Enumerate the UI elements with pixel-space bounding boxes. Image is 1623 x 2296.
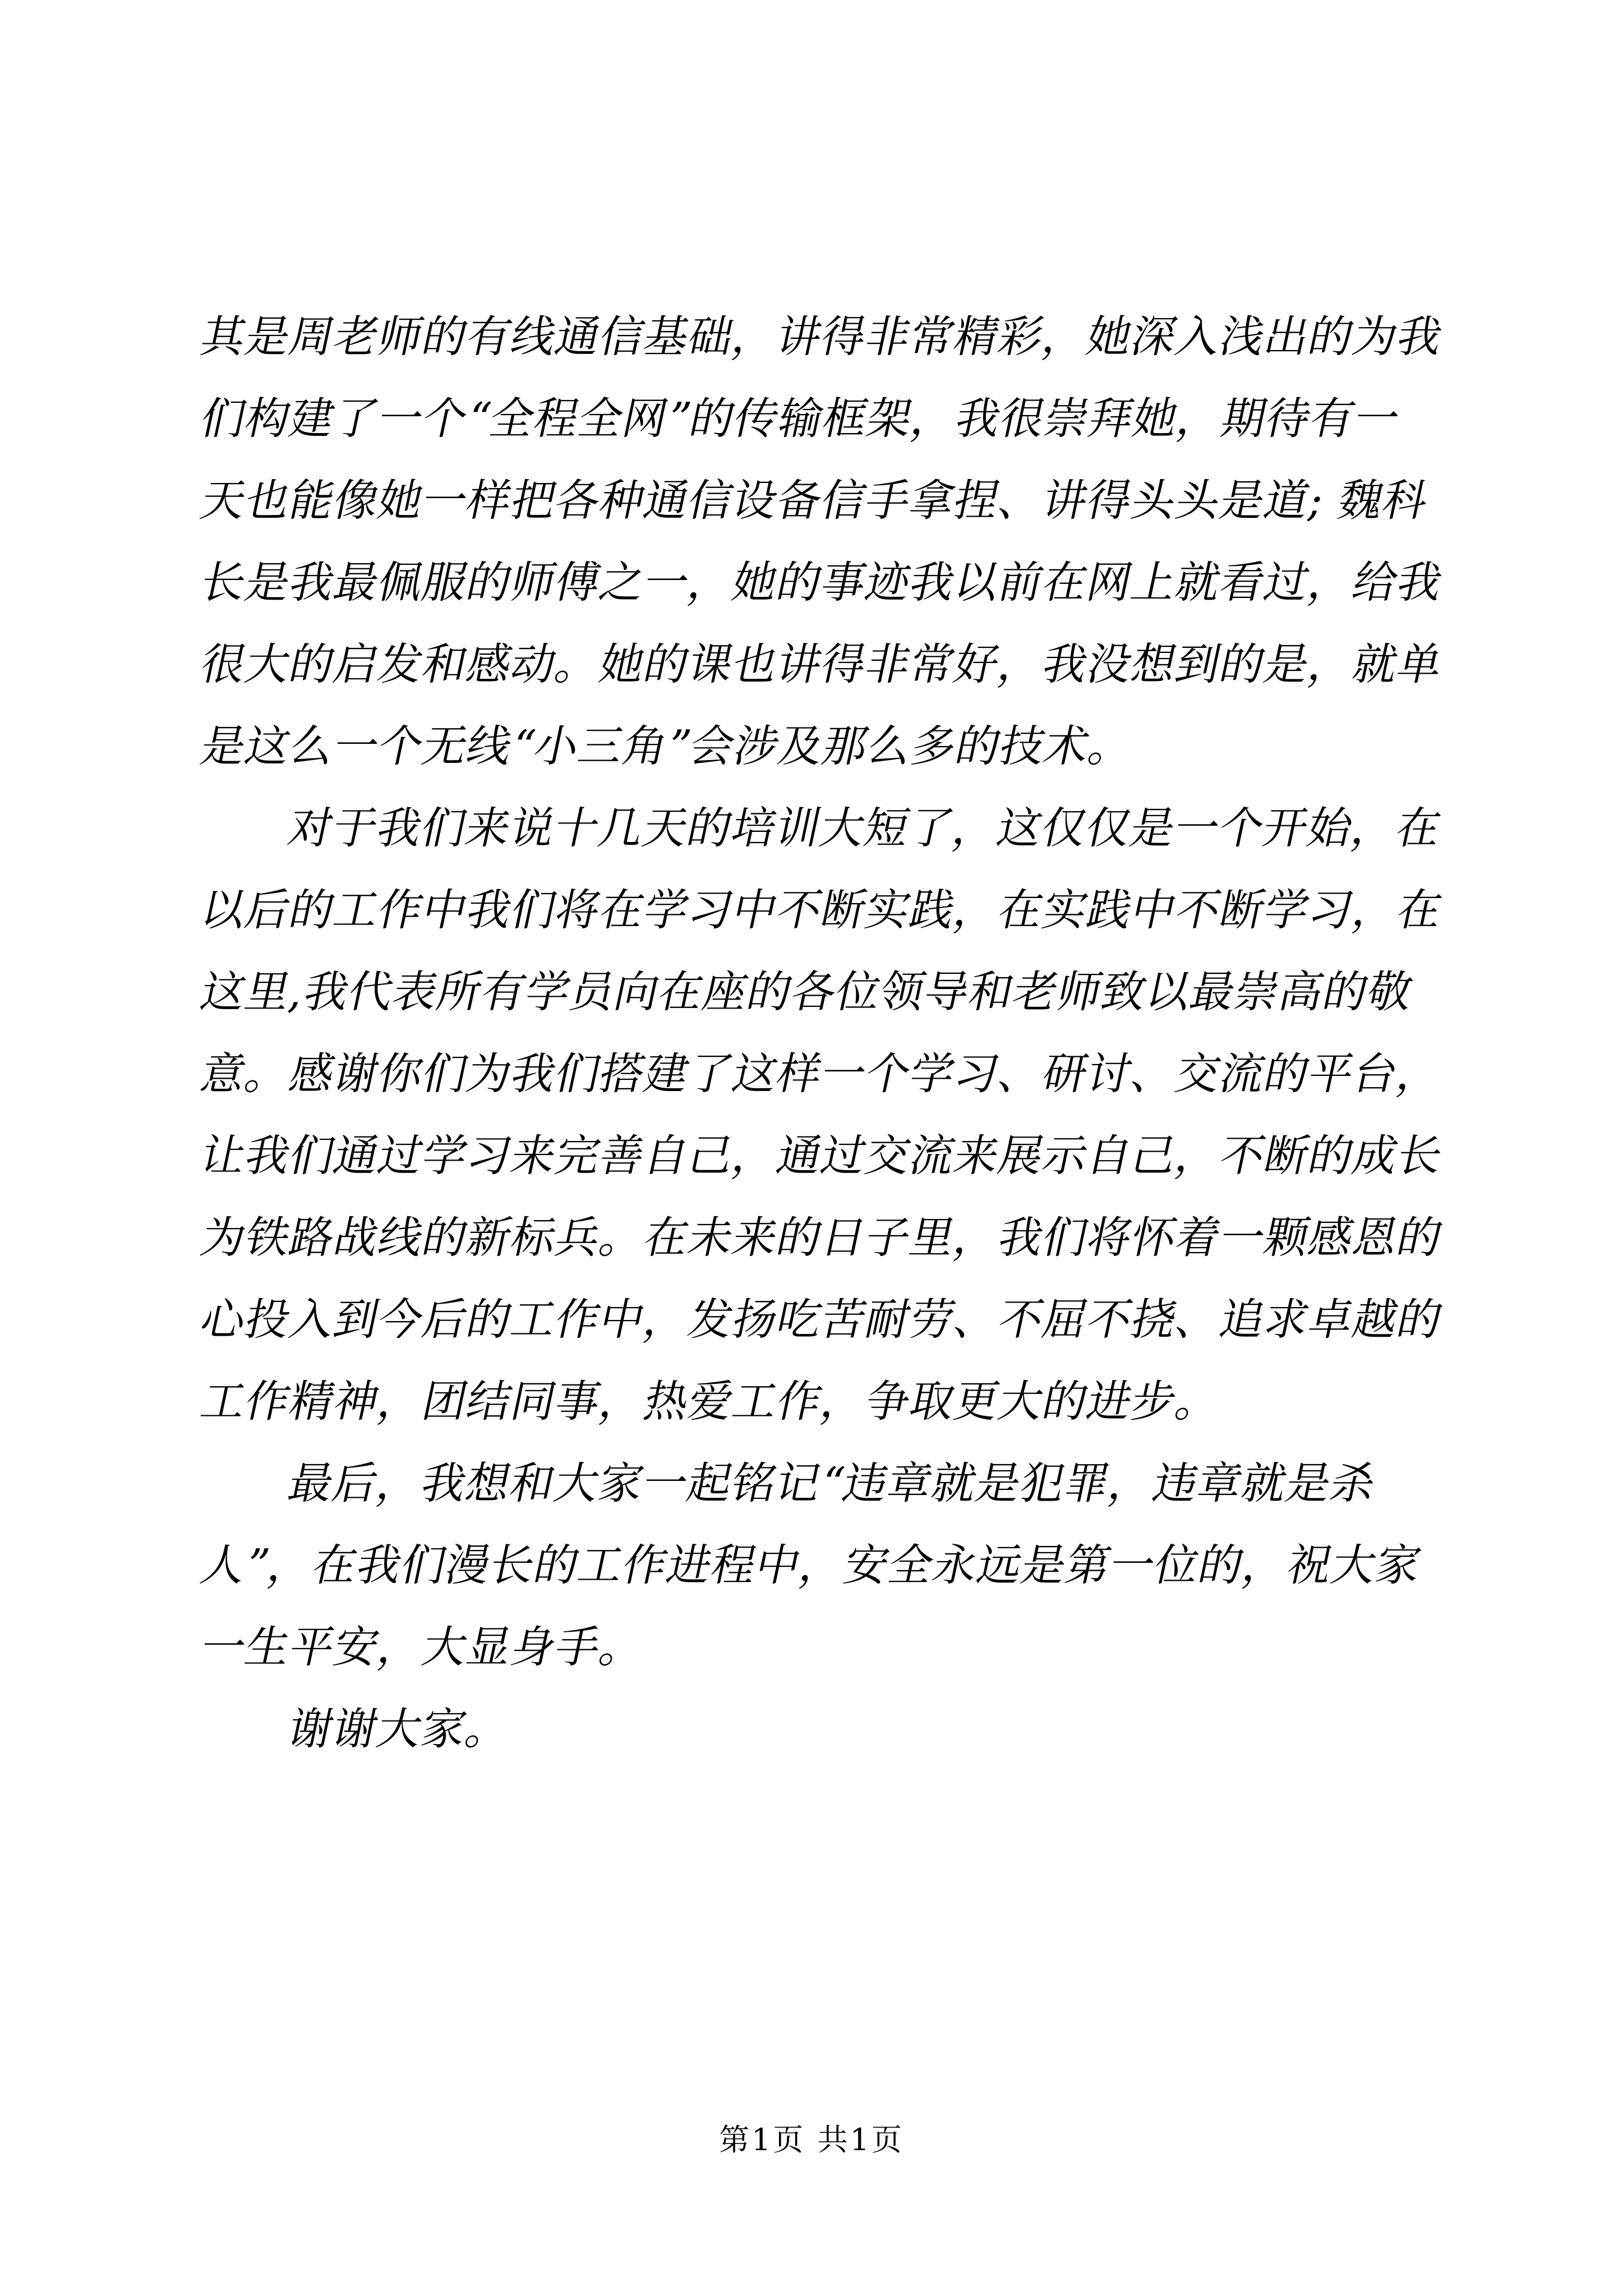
text-line: 人”，在我们漫长的工作进程中，安全永远是第一位的，祝大家 — [196, 1540, 1427, 1591]
document-body — [196, 296, 1448, 1770]
page-footer — [0, 2118, 1623, 2162]
text-line: 很大的启发和感动。她的课也讲得非常好，我没想到的是，就单 — [196, 639, 1448, 690]
paragraph — [196, 788, 1448, 1443]
text-line: 们构建了一个“全程全网”的传输框架，我很崇拜她，期待有一 — [196, 394, 1405, 444]
text-line: 一生平安，大显身手。 — [196, 1622, 651, 1673]
text-line: 其是周老师的有线通信基础，讲得非常精彩，她深入浅出的为我 — [196, 312, 1448, 362]
page-indicator: 第1页 共1页 — [719, 2122, 904, 2157]
text-line: 意。感谢你们为我们搭建了这样一个学习、研讨、交流的平台， — [196, 1049, 1448, 1099]
text-line: 谢谢大家。 — [283, 1704, 517, 1755]
text-line: 以后的工作中我们将在学习中不断实践，在实践中不断学习，在 — [196, 885, 1448, 936]
text-line: 心投入到今后的工作中，发扬吃苦耐劳、不屈不挠、追求卓越的 — [196, 1295, 1448, 1345]
paragraph — [201, 1688, 1429, 1770]
text-line: 最后，我想和大家一起铭记“违章就是犯罪，违章就是杀 — [283, 1458, 1381, 1509]
text-line: 是这么一个无线“小三角”会涉及那么多的技术。 — [196, 721, 1139, 772]
text-line: 对于我们来说十几天的培训大短了，这仅仅是一个开始，在 — [283, 803, 1447, 854]
paragraph — [196, 1443, 1429, 1688]
text-line: 让我们通过学习来完善自己，通过交流来展示自己，不断的成长 — [196, 1131, 1448, 1181]
text-line: 工作精神，团结同事，热爱工作，争取更大的进步。 — [196, 1377, 1227, 1427]
text-line: 这里,我代表所有学员向在座的各位领导和老师致以最崇高的敬 — [196, 967, 1418, 1018]
text-line: 天也能像她一样把各种通信设备信手拿捏、讲得头头是道; 魏科 — [196, 476, 1433, 526]
paragraph — [196, 296, 1448, 788]
text-line: 为铁路战线的新标兵。在未来的日子里，我们将怀着一颗感恩的 — [196, 1213, 1448, 1263]
text-line: 长是我最佩服的师傅之一，她的事迹我以前在网上就看过，给我 — [196, 558, 1448, 608]
